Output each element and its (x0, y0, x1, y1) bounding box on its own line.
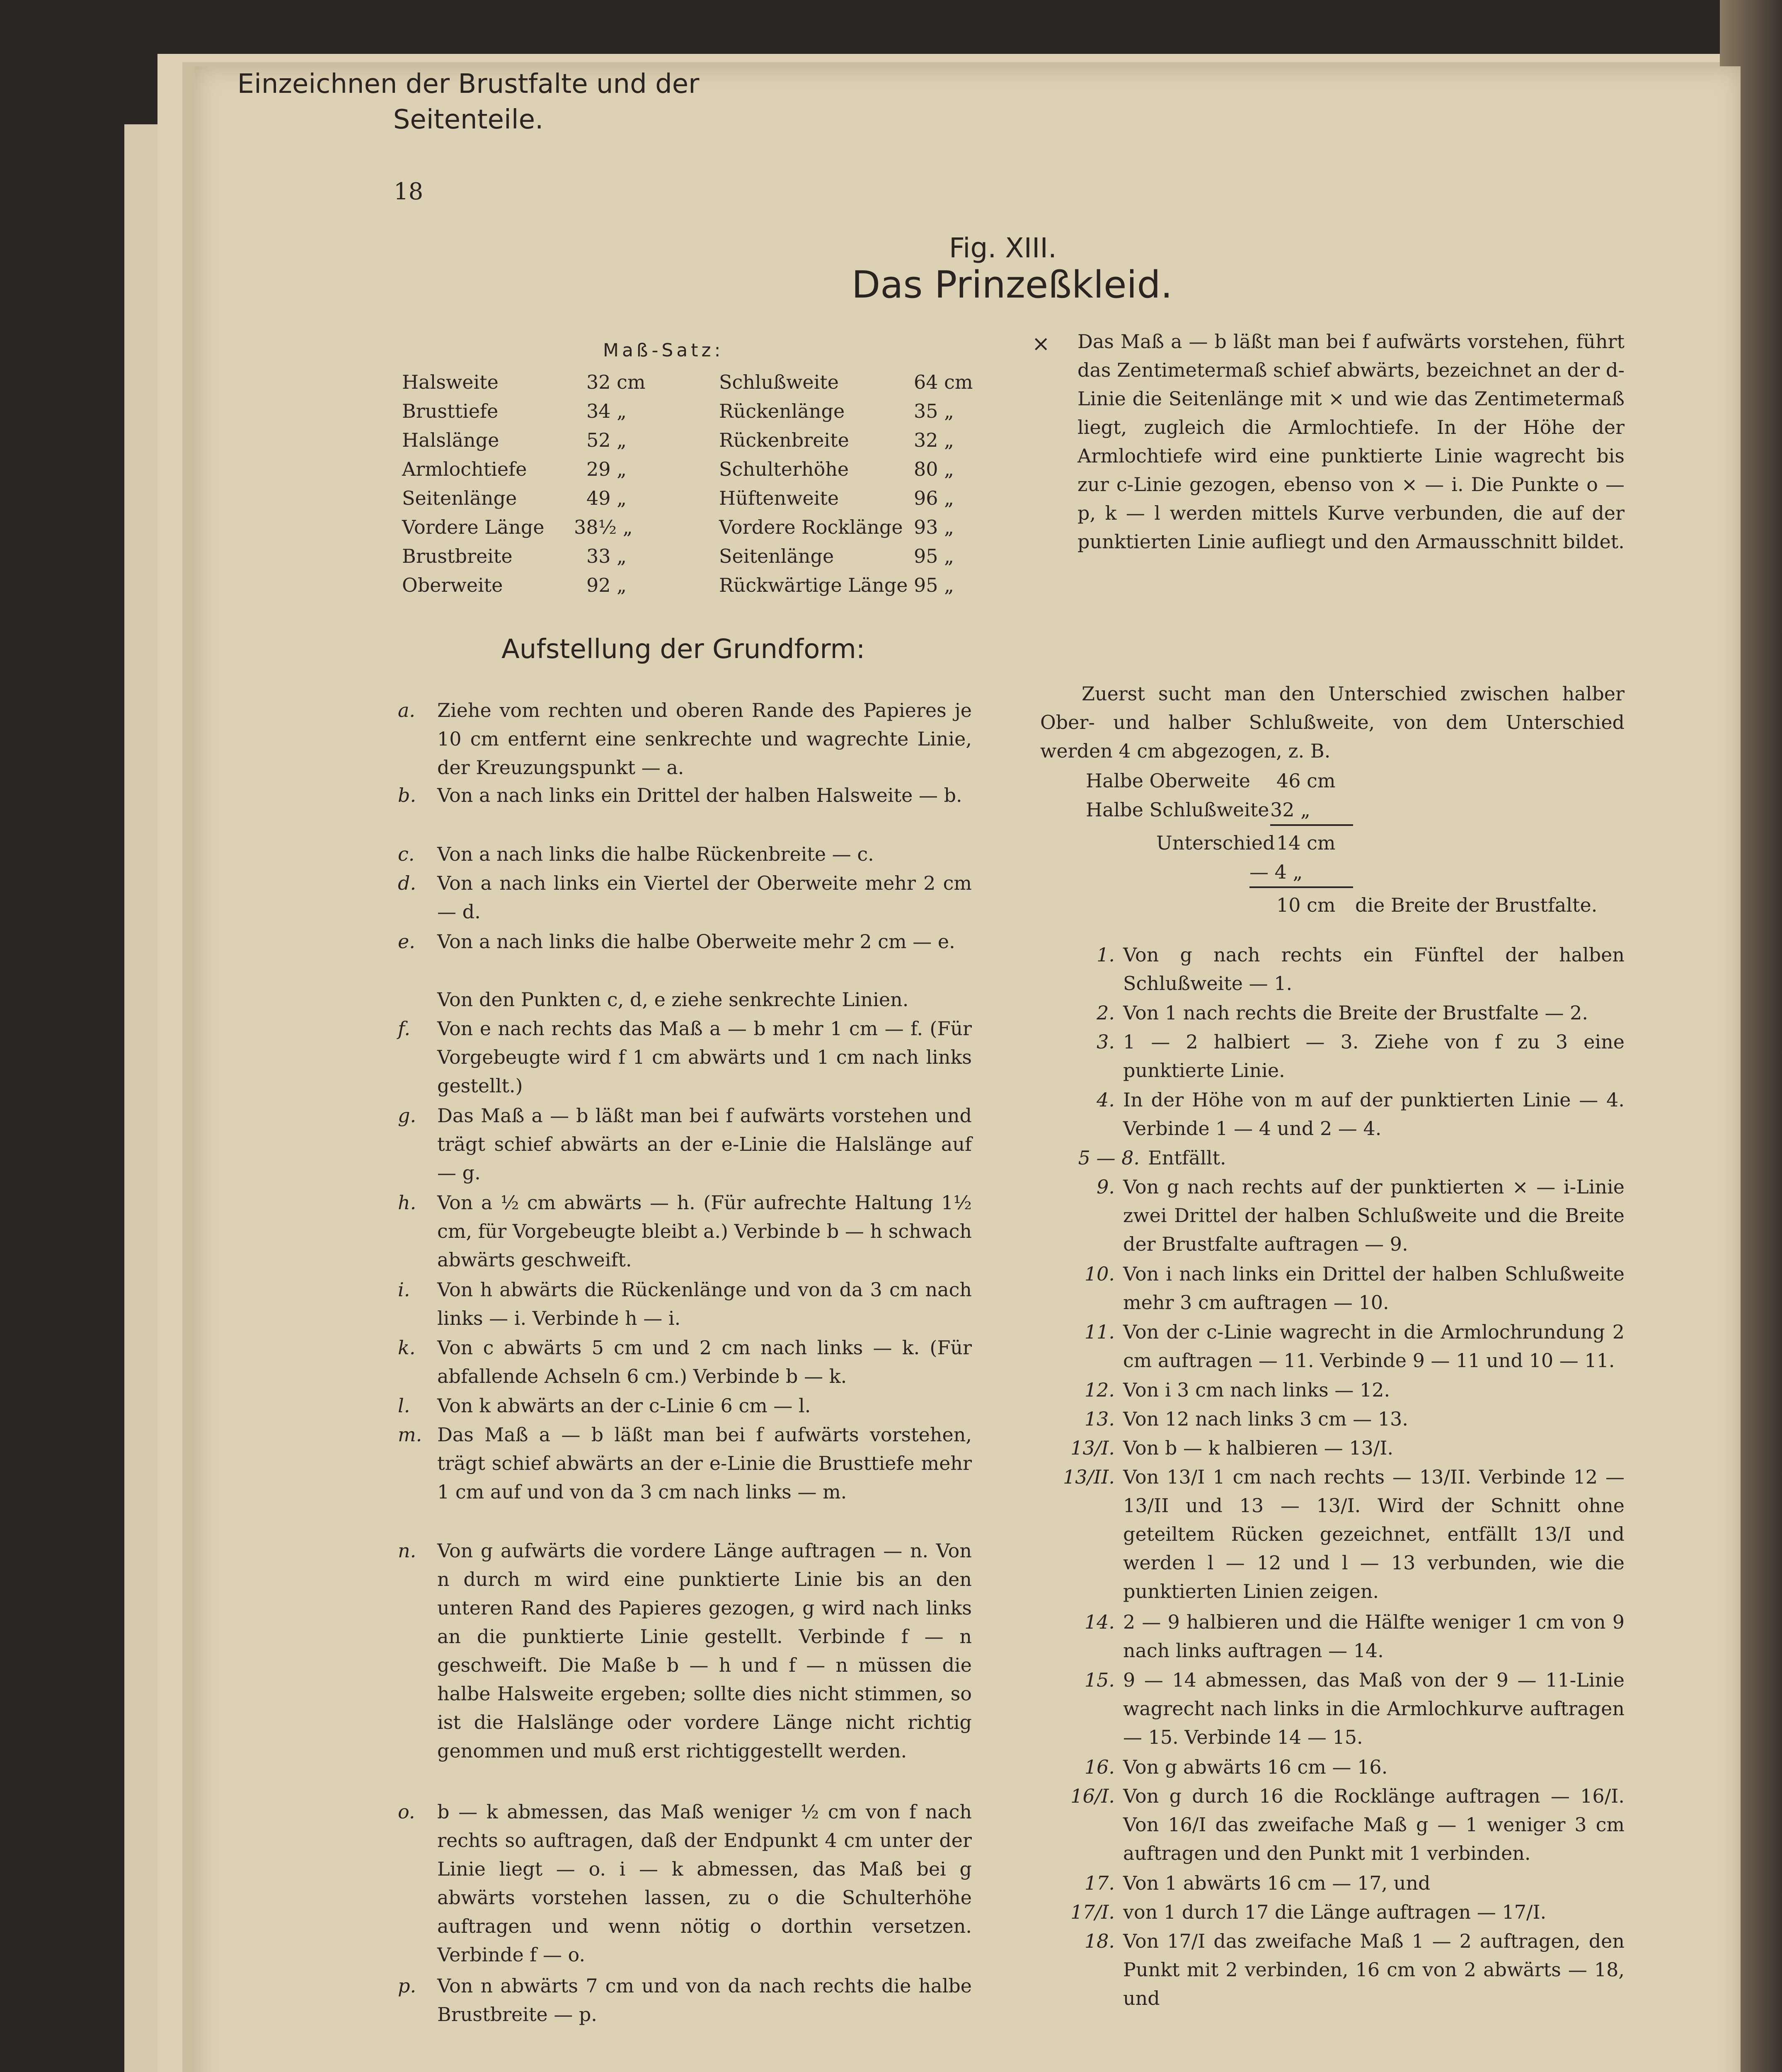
calc-line3-label: Unterschied (1156, 832, 1275, 854)
list-item: g. Das Maß a — b läßt man bei f aufwärts vorstehen und trägt schief abwärts an der e-Linie die Halslänge auf — g. (398, 1104, 972, 1184)
list-item: 16. Von g abwärts 16 cm — 16. (1084, 1756, 1388, 1778)
list-item: 12. Von i 3 cm nach links — 12. (1084, 1379, 1390, 1401)
section-heading-brustfalte: Einzeichnen der Brustfalte und der Seitenteile. (237, 69, 700, 135)
right-paragraph: Zuerst sucht man den Unterschied zwischen halber Ober- und halber Schlußweite, von dem Unterschied werden 4 cm abgezogen, z. B. (1040, 683, 1625, 762)
right-intro-paragraph: Das Maß a — b läßt man bei f aufwärts vorstehen, führt das Zentimetermaß schief abwärts, bezeichnet an der d-Linie die Seitenlänge mit × und wie das Zentimetermaß liegt, zugleich die Armlochtiefe. In der Höhe der Armlochtiefe wird eine punktierte Linie wagrecht bis zur c-Linie gezogen, ebenso von × — i. Die Punkte o — p, k — l werden mittels Kurve verbunden, die auf der punktierten Linie aufliegt und den Armausschnitt bildet. (1077, 330, 1625, 553)
page-number: 18 (394, 178, 424, 205)
list-item: 13/II. Von 13/I 1 cm nach rechts — 13/II. Verbinde 12 — 13/II und 13 — 13/I. Wird der Schnitt ohne geteiltem Rücken gezeichnet, entfällt 13/I und werden l — 12 und l — 13 verbunden, wie die punktierten Linien zeigen. (1063, 1466, 1625, 1602)
list-item: Von den Punkten c, d, e ziehe senkrechte Linien. (437, 988, 909, 1011)
measure-row: Brusttiefe 34 „ (402, 400, 627, 422)
measure-row: Rückenbreite 32 „ (719, 429, 954, 451)
list-item: 4. In der Höhe von m auf der punktierten Linie — 4. Verbinde 1 — 4 und 2 — 4. (1097, 1089, 1625, 1140)
list-item: d. Von a nach links ein Viertel der Oberweite mehr 2 cm — d. (398, 872, 972, 923)
list-item: 3. 1 — 2 halbiert — 3. Ziehe von f zu 3 eine punktierte Linie. (1097, 1031, 1625, 1082)
measure-row: Brustbreite 33 „ (402, 545, 627, 567)
list-item: 5 — 8. Entfällt. (1078, 1147, 1226, 1169)
measure-row: Halsweite 32 cm (402, 371, 646, 393)
list-item: 14. 2 — 9 halbieren und die Hälfte weniger 1 cm von 9 nach links auftragen — 14. (1084, 1611, 1625, 1662)
calc-line5-text: die Breite der Brustfalte. (1355, 894, 1598, 916)
list-item: i. Von h abwärts die Rückenlänge und von da 3 cm nach links — i. Verbinde h — i. (398, 1278, 972, 1329)
measure-row: Vordere Rocklänge 93 „ (719, 516, 954, 538)
list-item: p. Von n abwärts 7 cm und von da nach rechts die halbe Brustbreite — p. (398, 1975, 972, 2026)
measure-row: Rückwärtige Länge 95 „ (719, 574, 954, 596)
measure-row: Halslänge 52 „ (402, 429, 627, 451)
calc-line1-value: 46 cm (1276, 770, 1336, 792)
list-item: e. Von a nach links die halbe Oberweite mehr 2 cm — e. (398, 930, 955, 953)
calc-line4-value: — 4 „ (1249, 858, 1353, 888)
measure-heading: Maß-Satz: (603, 340, 724, 361)
list-item: 13. Von 12 nach links 3 cm — 13. (1084, 1408, 1408, 1430)
list-item: 16/I. Von g durch 16 die Rocklänge auftragen — 16/I. Von 16/I das zweifache Maß g — 1 weniger 3 cm auftragen und den Punkt mit 1 verbinden. (1070, 1785, 1625, 1864)
measure-row: Seitenlänge 49 „ (402, 487, 627, 509)
page-title: Das Prinzeßkleid. (852, 263, 1173, 307)
book-page (195, 66, 1741, 2072)
list-item: l. Von k abwärts an der c-Linie 6 cm — l. (398, 1394, 811, 1417)
cross-mark: × (1032, 332, 1050, 356)
measure-row: Armlochtiefe 29 „ (402, 458, 627, 480)
list-item: m. Das Maß a — b läßt man bei f aufwärts vorstehen, trägt schief abwärts an der e-Linie die Brusttiefe mehr 1 cm auf und von da 3 cm nach links — m. (398, 1423, 972, 1503)
calc-line1-label: Halbe Oberweite (1086, 770, 1250, 792)
measure-row: Schlußweite 64 cm (719, 371, 973, 393)
measure-row: Seitenlänge 95 „ (719, 545, 954, 567)
list-item: 11. Von der c-Linie wagrecht in die Armlochrundung 2 cm auftragen — 11. Verbinde 9 — 11 und 10 — 11. (1084, 1321, 1625, 1372)
measure-row: Oberweite 92 „ (402, 574, 627, 596)
figure-label: Fig. XIII. (949, 232, 1057, 264)
section-heading-grundform: Aufstellung der Grundform: (501, 634, 865, 665)
list-item: 2. Von 1 nach rechts die Breite der Brustfalte — 2. (1097, 1002, 1588, 1024)
measure-row: Schulterhöhe 80 „ (719, 458, 954, 480)
measure-row: Hüftenweite 96 „ (719, 487, 954, 509)
list-item: c. Von a nach links die halbe Rückenbreite — c. (398, 843, 874, 865)
list-item: 17. Von 1 abwärts 16 cm — 17, und (1084, 1872, 1431, 1894)
list-item: 18. Von 17/I das zweifache Maß 1 — 2 auftragen, den Punkt mit 2 verbinden, 16 cm von 2 abwärts — 18, und (1084, 1930, 1625, 2009)
measures-left (402, 371, 651, 603)
list-item: 1. Von g nach rechts ein Fünftel der halben Schlußweite — 1. (1097, 944, 1625, 995)
list-item: 9. Von g nach rechts auf der punktierten × — i-Linie zwei Drittel der halben Schlußweite und die Breite der Brustfalte auftragen — 9. (1097, 1176, 1625, 1255)
list-item: a. Ziehe vom rechten und oberen Rande des Papieres je 10 cm entfernt eine senkrechte und wagrechte Linie, der Kreuzungspunkt — a. (398, 699, 972, 779)
list-item: n. Von g aufwärts die vordere Länge auftragen — n. Von n durch m wird eine punktierte Linie bis an den unteren Rand des Papieres gezogen, g wird nach links an die punktierte Linie gestellt. Verbinde f — n geschweift. Die Maße b — h und f — n müssen die halbe Halsweite ergeben; sollte dies nicht stimmen, so ist die Halslänge oder vordere Länge nicht richtig genommen und muß erst richtiggestellt werden. (398, 1539, 972, 1762)
calc-line2-label: Halbe Schlußweite (1086, 799, 1269, 821)
list-item: 15. 9 — 14 abmessen, das Maß von der 9 — 11-Linie wagrecht nach links in die Armlochkurve auftragen — 15. Verbinde 14 — 15. (1084, 1669, 1625, 1748)
list-item: k. Von c abwärts 5 cm und 2 cm nach links — k. (Für abfallende Achseln 6 cm.) Verbinde b — k. (398, 1336, 972, 1387)
measures-right (719, 371, 1009, 603)
list-item: b. Von a nach links ein Drittel der halben Halsweite — b. (398, 784, 962, 806)
list-item: f. Von e nach rechts das Maß a — b mehr 1 cm — f. (Für Vorgebeugte wird f 1 cm abwärts und 1 cm nach links gestellt.) (398, 1017, 972, 1097)
list-item: 17/I. von 1 durch 17 die Länge auftragen — 17/I. (1070, 1901, 1547, 1923)
list-item: h. Von a ½ cm abwärts — h. (Für aufrechte Haltung 1½ cm, für Vorgebeugte bleibt a.) Verbinde b — h schwach abwärts geschweift. (398, 1191, 972, 1271)
list-item: 13/I. Von b — k halbieren — 13/I. (1070, 1437, 1394, 1459)
calc-line3-value: 14 cm (1276, 832, 1336, 854)
calc-line5-value: 10 cm (1276, 894, 1336, 916)
measure-row: Vordere Länge 38½ „ (402, 516, 633, 538)
measure-row: Rückenlänge 35 „ (719, 400, 954, 422)
list-item: o. b — k abmessen, das Maß weniger ½ cm von f nach rechts so auftragen, daß der Endpunkt 4 cm unter der Linie liegt — o. i — k abmessen, das Maß bei g abwärts vorstehen lassen, zu o die Schulterhöhe auftragen und wenn nötig o dorthin versetzen. Verbinde f — o. (398, 1801, 972, 1966)
list-item: 10. Von i nach links ein Drittel der halben Schlußweite mehr 3 cm auftragen — 10. (1084, 1263, 1625, 1314)
calc-line2-value: 32 „ (1270, 796, 1353, 826)
